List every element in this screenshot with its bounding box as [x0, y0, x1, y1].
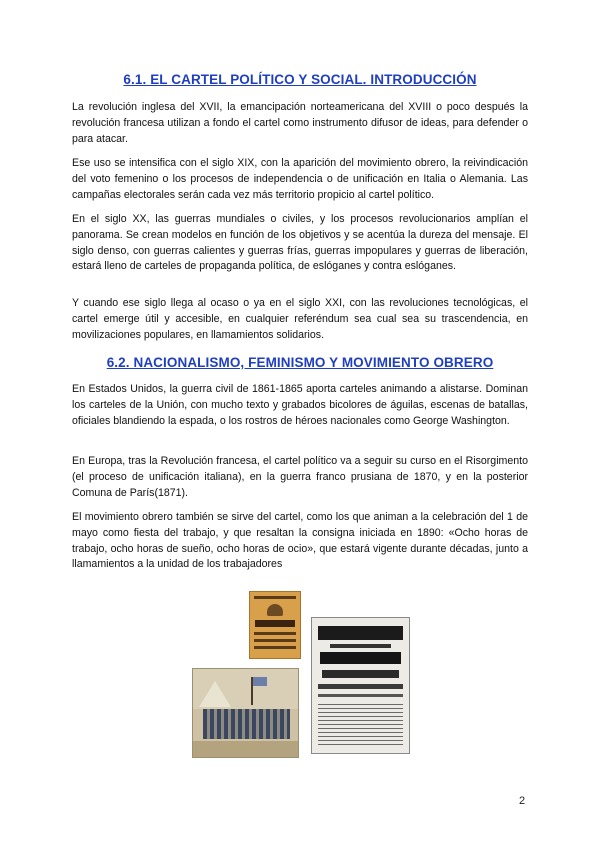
paragraph: En el siglo XX, las guerras mundiales o civiles, y los procesos revolucionarios amplían el panorama. Se crean modelos en función de los objetivos y se acentúa la dureza del mensaje. El siglo denso, con guerras calientes y guerras frías, guerras impopulares y guerras de liberación, estará lleno de carteles de propaganda política, de eslóganes y contra eslóganes.: [72, 213, 528, 273]
paragraph: En Estados Unidos, la guerra civil de 1861-1865 aporta carteles animando a alistarse. Dominan los carteles de la Unión, con mucho texto y grabados bicolores de águilas, escenas de batallas, oficiales blandiendo la espada, o los rostros de héroes nacionales como George Washington.: [72, 383, 528, 427]
section-heading-nationalism: 6.2. NACIONALISMO, FEMINISMO Y MOVIMIENTO OBRERO: [106, 355, 494, 370]
paragraph: El movimiento obrero también se sirve del cartel, como los que animan a la celebración del 1 de mayo como fiesta del trabajo, y que resaltan la consigna iniciada en 1890: «Ocho horas de trabajo, ocho horas de sueño, ocho horas de ocio», que estará vigente durante décadas, junto a llamamientos a la unidad de los trabajadores: [72, 511, 528, 571]
paragraph: La revolución inglesa del XVII, la emancipación norteamericana del XVIII o poco después la revolución francesa utilizan a fondo el cartel como instrumento difusor de ideas, para defender o para atacar.: [72, 101, 528, 145]
page-number: 2: [519, 795, 526, 807]
paragraph: Ese uso se intensifica con el siglo XIX, con la aparición del movimiento obrero, la reivindicación del voto femenino o los procesos de independencia o de unificación en Italia o Alemania. Las campañas electorales serán cada vez más territorio propicio al cartel político.: [72, 157, 528, 201]
troops-painting-image: [192, 668, 299, 758]
section-heading-intro: 6.1. EL CARTEL POLÍTICO Y SOCIAL. INTRODUCCIÓN: [123, 72, 477, 87]
paragraph: Y cuando ese siglo llega al ocaso o ya en el siglo XXI, con las revoluciones tecnológicas, el cartel emerge útil y accesible, en cualquier referéndum sea cual sea su trascendencia, en movilizaciones populares, en llamamientos solidarios.: [72, 297, 528, 341]
volunteers-poster-image: [249, 591, 301, 659]
men-of-color-poster-image: [311, 617, 410, 754]
paragraph: En Europa, tras la Revolución francesa, el cartel político va a seguir su curso en el Risorgimento (el proceso de unificación italiana), en la guerra franco prusiana de 1870, y en la posterior Comuna de París(1871).: [72, 455, 528, 499]
